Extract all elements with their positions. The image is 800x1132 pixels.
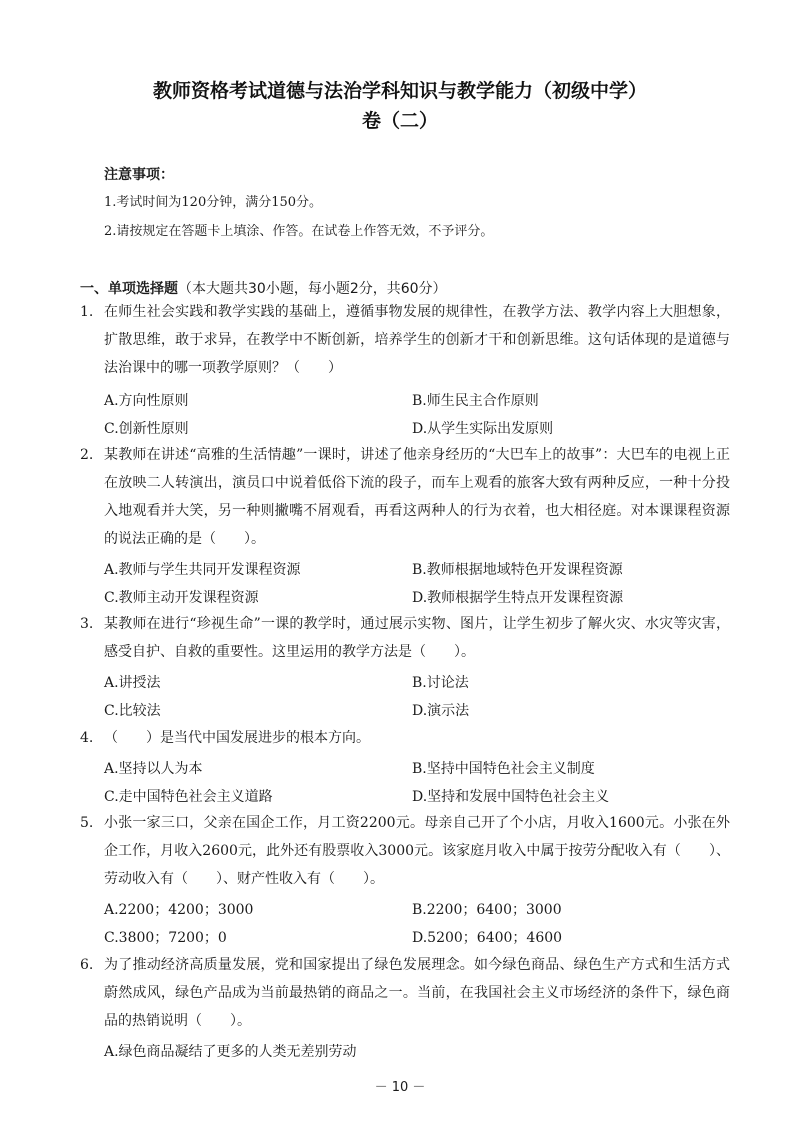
question-number: 2.	[80, 447, 94, 463]
option-c: C.3800；7200；0	[104, 930, 227, 946]
question-number: 1.	[80, 304, 94, 320]
question-number: 5.	[80, 815, 94, 831]
exam-title: 教师资格考试道德与法治学科知识与教学能力（初级中学）	[152, 80, 647, 102]
option-a: A.绿色商品凝结了更多的人类无差别劳动	[104, 1044, 357, 1060]
option-b: B.2200；6400；3000	[412, 902, 562, 918]
option-c: C.教师主动开发课程资源	[104, 590, 259, 606]
question-5	[80, 809, 730, 893]
option-b: B.讨论法	[412, 675, 469, 691]
question-1	[80, 298, 730, 382]
option-a: A.教师与学生共同开发课程资源	[104, 562, 301, 578]
question-stem: 小张一家三口，父亲在国企工作，月工资2200元。母亲自己开了个小店，月收入1600元。小张在外企工作，月收入2600元，此外还有股票收入3000元。该家庭月收入中属于按劳分配收入有（ ）、劳动收入有（ ）、财产性收入有（ ）。	[104, 815, 730, 887]
option-a: A.方向性原则	[104, 393, 189, 409]
question-stem: （ ）是当代中国发展进步的根本方向。	[104, 730, 370, 746]
option-d: D.坚持和发展中国特色社会主义	[412, 789, 610, 805]
question-number: 6.	[80, 957, 94, 973]
section-info: （本大题共30小题，每小题2分，共60分）	[178, 281, 447, 297]
section-label: 一、单项选择题	[80, 281, 178, 297]
page-number: － 10 －	[374, 1080, 426, 1095]
question-4	[80, 724, 730, 752]
question-2	[80, 441, 730, 553]
option-b: B.坚持中国特色社会主义制度	[412, 761, 595, 777]
option-c: C.比较法	[104, 703, 161, 719]
question-3	[80, 610, 730, 666]
option-c: C.创新性原则	[104, 421, 189, 437]
question-6	[80, 951, 730, 1035]
option-a: A.2200；4200；3000	[104, 902, 254, 918]
option-b: B.师生民主合作原则	[412, 393, 539, 409]
question-stem: 在师生社会实践和教学实践的基础上，遵循事物发展的规律性，在教学方法、教学内容上大胆想象，扩散思维，敢于求异，在教学中不断创新，培养学生的创新才干和创新思维。这句话体现的是道德与法治课中的哪一项教学原则？（ ）	[104, 304, 730, 376]
notice-item: 2.请按规定在答题卡上填涂、作答。在试卷上作答无效，不予评分。	[104, 224, 494, 239]
question-stem: 为了推动经济高质量发展，党和国家提出了绿色发展理念。如今绿色商品、绿色生产方式和生活方式蔚然成风，绿色产品成为当前最热销的商品之一。当前，在我国社会主义市场经济的条件下，绿色商品的热销说明（ ）。	[104, 957, 730, 1029]
section-heading	[80, 278, 447, 298]
option-d: D.演示法	[412, 703, 470, 719]
option-a: A.讲授法	[104, 675, 161, 691]
notice-item: 1.考试时间为120分钟，满分150分。	[104, 195, 323, 210]
question-stem: 某教师在讲述“高雅的生活情趣”一课时，讲述了他亲身经历的“大巴车上的故事”：大巴车的电视上正在放映二人转演出，演员口中说着低俗下流的段子，而车上观看的旅客大致有两种反应，一种十分投入地观看并大笑，另一种则撇嘴不屑观看，再看这两种人的行为衣着，也大相径庭。对本课课程资源的说法正确的是（ ）。	[104, 447, 730, 547]
option-d: D.5200；6400；4600	[412, 930, 563, 946]
question-stem: 某教师在进行“珍视生命”一课的教学时，通过展示实物、图片，让学生初步了解火灾、水灾等灾害，感受自护、自救的重要性。这里运用的教学方法是（ ）。	[104, 616, 730, 660]
question-number: 3.	[80, 616, 94, 632]
question-number: 4.	[80, 730, 94, 746]
option-d: D.从学生实际出发原则	[412, 421, 554, 437]
option-c: C.走中国特色社会主义道路	[104, 789, 273, 805]
option-d: D.教师根据学生特点开发课程资源	[412, 590, 624, 606]
exam-subtitle: 卷（二）	[361, 110, 438, 132]
option-b: B.教师根据地域特色开发课程资源	[412, 562, 623, 578]
option-a: A.坚持以人为本	[104, 761, 203, 777]
notice-heading: 注意事项：	[104, 167, 174, 183]
